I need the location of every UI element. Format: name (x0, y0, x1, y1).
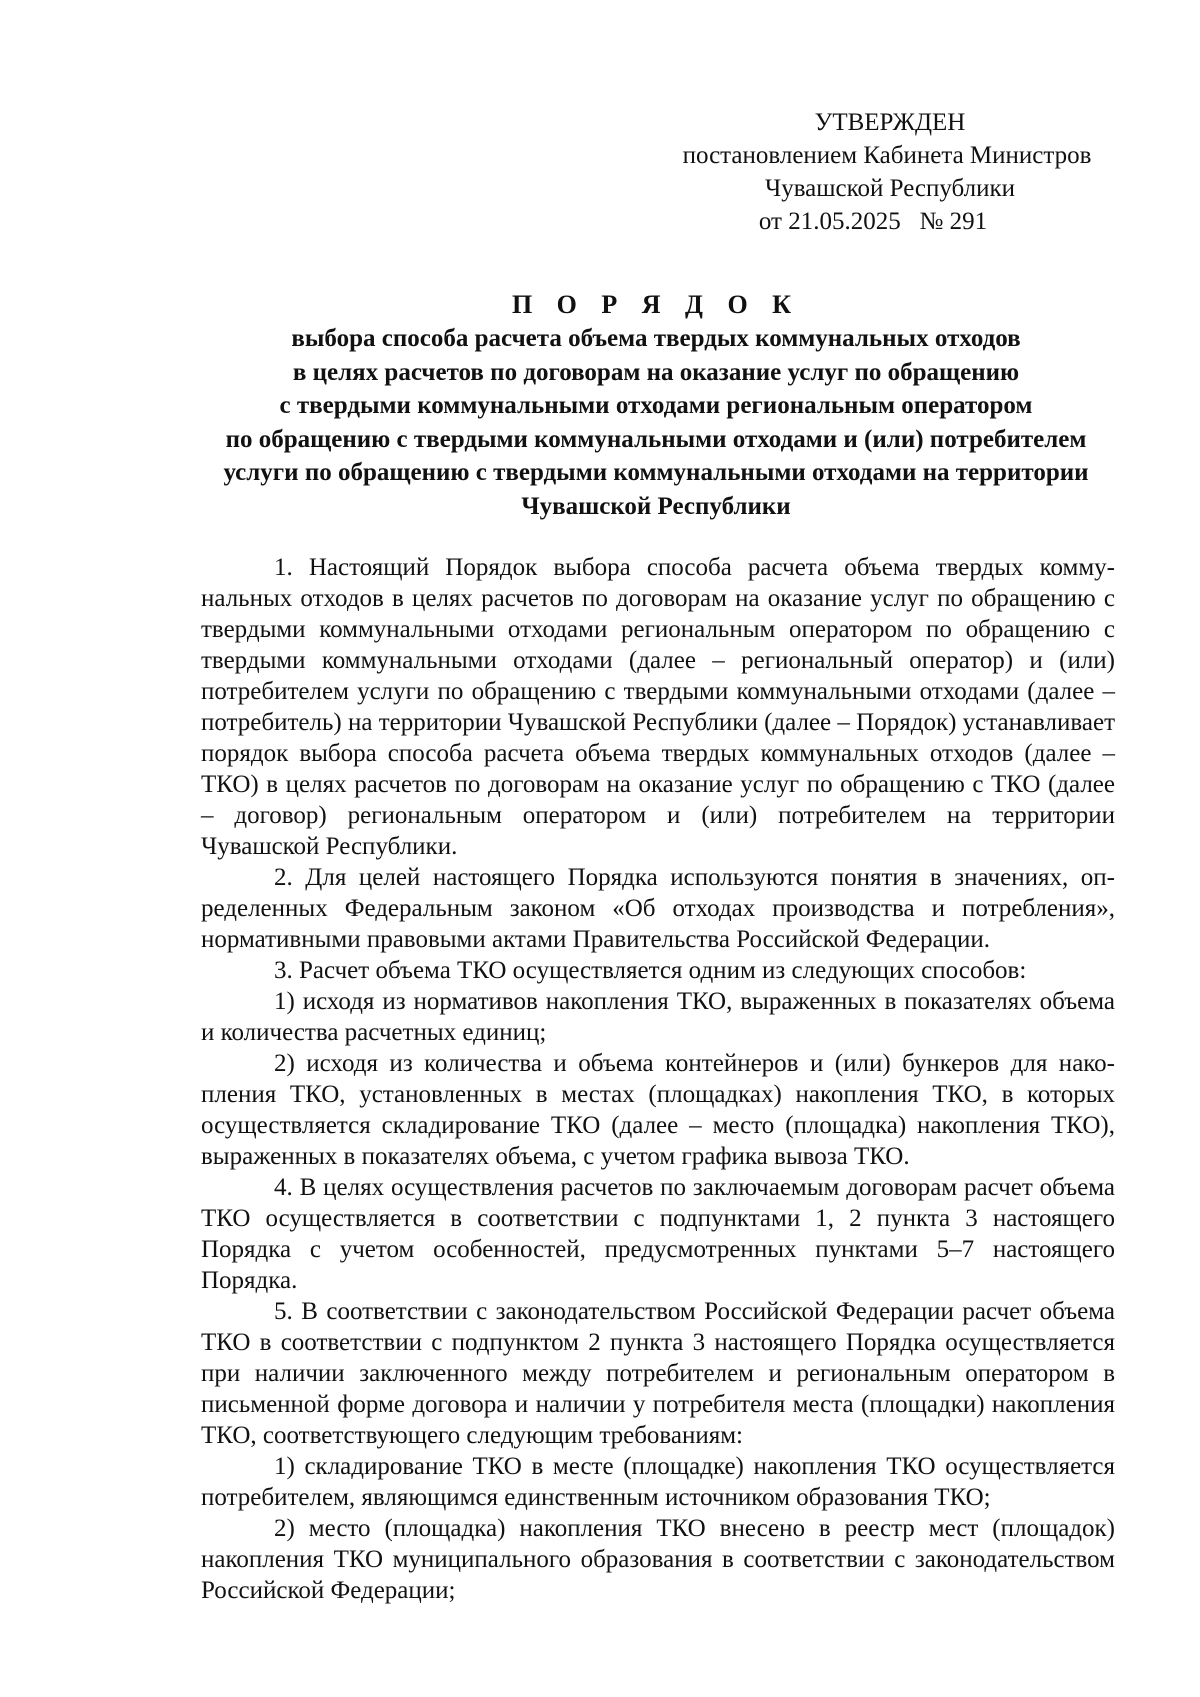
paragraph-4: 4. В целях осуществления расчетов по заключаемым договорам расчет объема ТКО осуществляется в соответствии с подпунктами 1, 2 пункта 3 настоящего Порядка с учетом особенностей, предусмотренных пунктами 5–7 настоящего Порядка. (201, 1174, 1115, 1294)
document-subtitle-line: выбора способа расчета объема твердых коммунальных отходов (291, 325, 1021, 352)
approval-authority: постановлением Кабинета Министров (682, 142, 1092, 169)
approval-stamp (660, 106, 1120, 238)
paragraph-3-sub-1: 1) исходя из нормативов накопления ТКО, выраженных в показателях объема и количества расчетных единиц; (201, 988, 1115, 1046)
document-subtitle-line: в целях расчетов по договорам на оказание услуг по обращению (292, 358, 1020, 386)
paragraph-5-sub-1: 1) складирование ТКО в месте (площадке) накопления ТКО осуществляется потребителем, являющимся единственным источником образования ТКО; (201, 1453, 1115, 1511)
paragraph-3-sub-2: 2) исходя из количества и объема контейнеров и (или) бункеров для накопления ТКО, установленных в местах (площадках) накопления ТКО, в которых осуществляется складирование ТКО (далее – место (площадка) накопления ТКО), выраженных в показателях объема, с учетом графика вывоза ТКО. (201, 1050, 1115, 1170)
paragraph-3: 3. Расчет объема ТКО осуществляется одним из следующих способов: (274, 957, 1027, 984)
paragraph-1: 1. Настоящий Порядок выбора способа расчета объема твердых коммунальных отходов в целях расчетов по договорам на оказание услуг по обращению с твердыми коммунальными отходами региональным оператором по обращению с твердыми коммунальными отходами (далее – региональный оператор) и (или) потребителем услуги по обращению с твердыми коммунальными отходами (далее – потребитель) на территории Чувашской Республики (далее – Порядок) устанавливает порядок выбора способа расчета объема твердых коммунальных отходов (далее – ТКО) в целях расчетов по договорам на оказание услуг по обращению с ТКО (далее – договор) региональным оператором и (или) потребителем на территории Чувашской Республики. (201, 554, 1115, 860)
approval-region: Чувашской Республики (764, 175, 1016, 202)
document-heading (196, 288, 1116, 523)
document-subtitle-line: по обращению с твердыми коммунальными отходами и (или) потребителем (225, 425, 1087, 453)
approval-date-number: от 21.05.2025 № 291 (758, 208, 988, 235)
paragraph-5: 5. В соответствии с законодательством Российской Федерации расчет объема ТКО в соответствии с подпунктом 2 пункта 3 настоящего Порядка осуществляется при наличии заключенного между потребителем и региональным оператором в письменной форме договора и наличии у потребителя места (площадки) накопления ТКО, соответствующего следующим требованиям: (201, 1298, 1115, 1449)
paragraph-2: 2. Для целей настоящего Порядка используются понятия в значениях, определенных Федеральным законом «Об отходах производства и потребления», нормативными правовыми актами Правительства Российской Федерации. (201, 864, 1115, 953)
paragraph-5-sub-2: 2) место (площадка) накопления ТКО внесено в реестр мест (площадок) накопления ТКО муниципального образования в соответствии с законодательством Российской Федерации; (201, 1515, 1115, 1604)
document-body (201, 552, 1115, 1606)
document-title: П О Р Я Д О К (511, 290, 801, 319)
document-subtitle-line: с твердыми коммунальными отходами региональным оператором (279, 392, 1033, 419)
document-subtitle-line: Чувашской Республики (521, 492, 791, 520)
document-subtitle-line: услуги по обращению с твердыми коммунальными отходами на территории (223, 459, 1089, 486)
approval-status: УТВЕРЖДЕН (814, 109, 966, 136)
